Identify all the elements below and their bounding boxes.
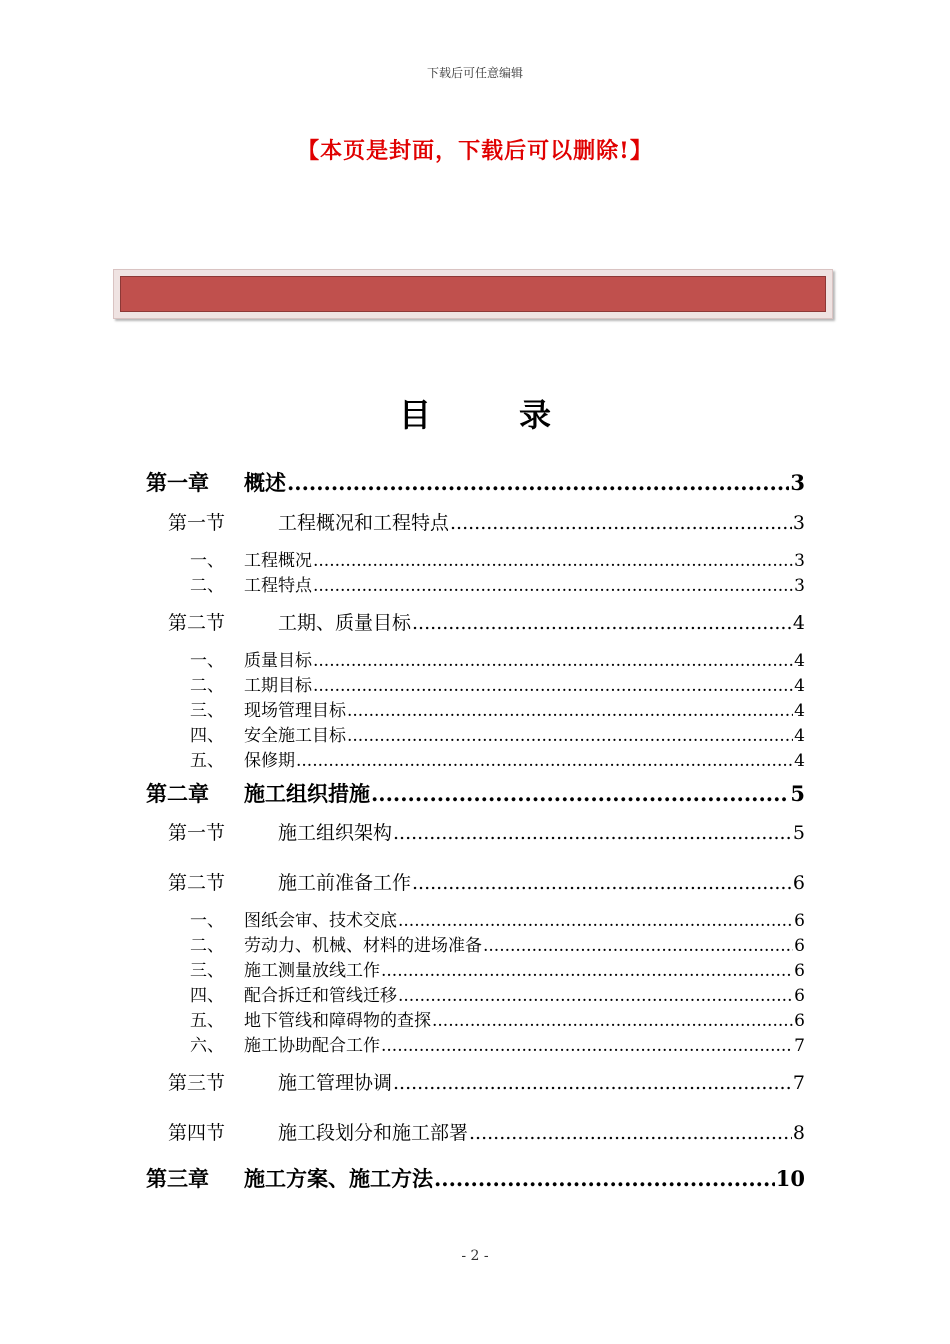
toc-entry-page: 6: [794, 911, 805, 931]
toc-item[interactable]: [190, 956, 805, 981]
toc-item[interactable]: [190, 721, 805, 746]
toc-leader-dots: [483, 936, 793, 956]
toc-entry-number: 第三章: [146, 1166, 209, 1191]
toc-leader-dots: [296, 751, 793, 771]
toc-entry-number: 一、: [190, 911, 224, 931]
toc-entry-number: 第三节: [168, 1072, 226, 1094]
toc-leader-dots: [398, 986, 793, 1006]
toc-item[interactable]: [190, 1031, 805, 1056]
toc-entry-title: 施工段划分和施工部署: [278, 1122, 469, 1144]
toc-entry-number: 二、: [190, 936, 224, 956]
toc-leader-dots: [450, 512, 792, 534]
toc-entry-page: 10: [775, 1166, 805, 1191]
toc-entry-title: 工程特点: [244, 576, 312, 596]
banner-fill: [120, 276, 826, 312]
toc-item[interactable]: [190, 571, 805, 596]
toc-leader-dots: [313, 651, 793, 671]
toc-entry-title: 配合拆迁和管线迁移: [244, 986, 397, 1006]
toc-item[interactable]: [190, 906, 805, 931]
toc-leader-dots: [434, 1166, 775, 1191]
toc-entry-title: 施工方案、施工方法: [244, 1166, 433, 1191]
toc-entry-title: 现场管理目标: [244, 701, 346, 721]
toc-entry-number: 二、: [190, 576, 224, 596]
toc-entry-title: 施工组织架构: [278, 822, 393, 844]
toc-entry-number: 第一节: [168, 512, 226, 534]
toc-entry-title: 劳动力、机械、材料的进场准备: [244, 936, 482, 956]
toc-entry-page: 8: [792, 1122, 805, 1144]
toc-leader-dots: [371, 781, 789, 806]
toc-entry-number: 四、: [190, 726, 224, 746]
toc-entry-number: 第一节: [168, 822, 226, 844]
toc-entry-page: 4: [792, 612, 805, 634]
toc-entry-number: 第二节: [168, 872, 226, 894]
toc-entry-number: 二、: [190, 676, 224, 696]
toc-entry-title: 安全施工目标: [244, 726, 346, 746]
toc-section[interactable]: [168, 508, 805, 535]
toc-entry-page: 4: [794, 751, 805, 771]
toc-entry-page: 7: [792, 1072, 805, 1094]
toc-leader-dots: [347, 726, 793, 746]
toc-entry-page: 7: [794, 1036, 805, 1056]
toc-leader-dots: [412, 612, 792, 634]
toc-entry-number: 五、: [190, 751, 224, 771]
toc-entry-number: 四、: [190, 986, 224, 1006]
toc-entry-title: 施工测量放线工作: [244, 961, 380, 981]
toc-section[interactable]: [168, 868, 805, 895]
toc-item[interactable]: [190, 696, 805, 721]
page-number: - 2 -: [461, 1248, 489, 1264]
toc-leader-dots: [347, 701, 793, 721]
toc-leader-dots: [313, 576, 793, 596]
toc-entry-number: 第一章: [146, 470, 209, 495]
toc-chapter-3[interactable]: [146, 1163, 805, 1193]
toc-entry-title: 施工组织措施: [244, 781, 370, 806]
toc-item[interactable]: [190, 546, 805, 571]
toc-entry-title: 施工管理协调: [278, 1072, 393, 1094]
toc-entry-title: 施工协助配合工作: [244, 1036, 380, 1056]
toc-entry-title: 工程概况和工程特点: [278, 512, 450, 534]
toc-entry-title: 工期目标: [244, 676, 312, 696]
toc-section[interactable]: [168, 1068, 805, 1095]
toc-chapter-2[interactable]: [146, 778, 805, 808]
toc-leader-dots: [313, 551, 793, 571]
toc-leader-dots: [393, 1072, 792, 1094]
toc-entry-page: 4: [794, 701, 805, 721]
toc-leader-dots: [381, 1036, 793, 1056]
toc-section[interactable]: [168, 1118, 805, 1145]
toc-entry-number: 三、: [190, 961, 224, 981]
toc-entry-page: 3: [790, 470, 805, 495]
cover-delete-notice: 【本页是封面，下载后可以删除!】: [297, 138, 653, 164]
toc-entry-number: 一、: [190, 551, 224, 571]
toc-entry-page: 4: [794, 651, 805, 671]
toc-section[interactable]: [168, 608, 805, 635]
toc-entry-page: 5: [790, 781, 805, 806]
toc-entry-page: 3: [792, 512, 805, 534]
toc-item[interactable]: [190, 981, 805, 1006]
toc-entry-number: 第二节: [168, 612, 226, 634]
toc-leader-dots: [381, 961, 793, 981]
toc-entry-number: 第四节: [168, 1122, 226, 1144]
toc-leader-dots: [469, 1122, 792, 1144]
toc-item[interactable]: [190, 646, 805, 671]
toc-entry-page: 3: [794, 551, 805, 571]
toc-entry-page: 4: [794, 726, 805, 746]
toc-entry-title: 工程概况: [244, 551, 312, 571]
toc-item[interactable]: [190, 1006, 805, 1031]
toc-leader-dots: [393, 822, 792, 844]
decorative-banner: [113, 269, 833, 319]
toc-entry-title: 保修期: [244, 751, 295, 771]
toc-entry-number: 五、: [190, 1011, 224, 1031]
toc-entry-number: 第二章: [146, 781, 209, 806]
toc-leader-dots: [313, 676, 793, 696]
toc-entry-title: 图纸会审、技术交底: [244, 911, 397, 931]
toc-entry-page: 6: [794, 961, 805, 981]
toc-entry-page: 6: [794, 986, 805, 1006]
toc-section[interactable]: [168, 818, 805, 845]
toc-entry-page: 3: [794, 576, 805, 596]
toc-entry-page: 6: [794, 1011, 805, 1031]
toc-chapter-1[interactable]: [146, 467, 805, 497]
toc-entry-number: 三、: [190, 701, 224, 721]
toc-entry-page: 5: [792, 822, 805, 844]
toc-entry-page: 6: [794, 936, 805, 956]
toc-leader-dots: [432, 1011, 793, 1031]
toc-entry-title: 质量目标: [244, 651, 312, 671]
toc-entry-title: 地下管线和障碍物的查探: [244, 1011, 431, 1031]
toc-leader-dots: [412, 872, 792, 894]
toc-entry-title: 施工前准备工作: [278, 872, 412, 894]
toc-entry-title: 工期、质量目标: [278, 612, 412, 634]
toc-item[interactable]: [190, 671, 805, 696]
toc-entry-number: 一、: [190, 651, 224, 671]
toc-entry-page: 4: [794, 676, 805, 696]
toc-entry-title: 概述: [244, 470, 286, 495]
toc-entry-number: 六、: [190, 1036, 224, 1056]
toc-title: 目录: [398, 396, 639, 434]
toc-item[interactable]: [190, 931, 805, 956]
toc-leader-dots: [287, 470, 789, 495]
toc-entry-page: 6: [792, 872, 805, 894]
toc-leader-dots: [398, 911, 793, 931]
toc-item[interactable]: [190, 746, 805, 771]
page-header-note: 下载后可任意编辑: [426, 66, 523, 80]
